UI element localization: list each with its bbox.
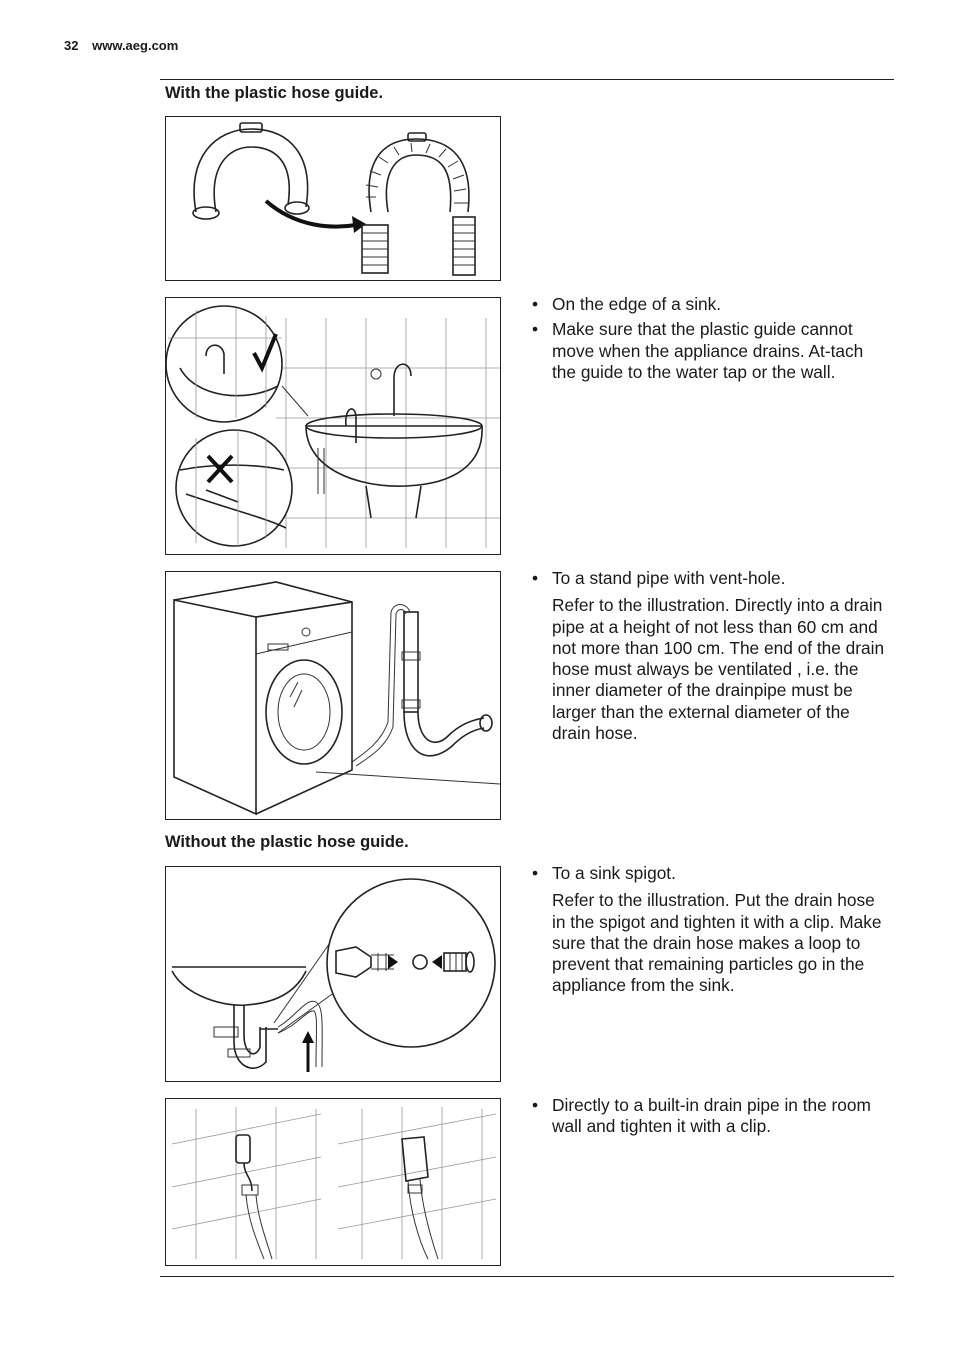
sink-spigot-text bbox=[530, 863, 890, 997]
bullet-text: Make sure that the plastic guide cannot move when the appliance drains. At-tach the guide to the water tap or the wall. bbox=[552, 319, 864, 382]
stand-pipe-text bbox=[530, 568, 890, 744]
bullet-text: To a sink spigot. bbox=[552, 863, 676, 883]
bullet-icon: • bbox=[532, 1095, 539, 1115]
bullet-text: On the edge of a sink. bbox=[552, 294, 722, 314]
list-item bbox=[530, 1095, 890, 1138]
wall-drain-illustration bbox=[165, 1098, 501, 1266]
list-item bbox=[530, 863, 890, 884]
list-item bbox=[530, 568, 890, 589]
top-rule bbox=[160, 79, 894, 80]
stand-pipe-paragraph: Refer to the illustration. Directly into a drain pipe at a height of not less than 60 cm and not more than 100 cm. The end of the drain hose must always be ventilated , i.e. the inner diameter of the drainpipe must be larger than the external diameter of the drain hose. bbox=[552, 595, 885, 744]
bullet-text: To a stand pipe with vent-hole. bbox=[552, 568, 786, 588]
list-item bbox=[530, 319, 890, 383]
page-number: 32 bbox=[64, 38, 79, 53]
sink-spigot-illustration bbox=[165, 866, 501, 1082]
sink-edge-illustration bbox=[165, 297, 501, 555]
bullet-icon: • bbox=[532, 319, 539, 340]
bullet-text: Directly to a built-in drain pipe in the room wall and tighten it with a clip. bbox=[552, 1095, 871, 1137]
section-title-without-guide: Without the plastic hose guide. bbox=[165, 833, 409, 851]
sink-spigot-paragraph: Refer to the illustration. Put the drain hose in the spigot and tighten it with a clip. Make sure that the drain hose makes a loop to prevent that remaining particles go in the appliance from the sink. bbox=[552, 890, 882, 996]
page-header bbox=[64, 38, 178, 53]
stand-pipe-illustration bbox=[165, 571, 501, 820]
bullet-icon: • bbox=[532, 294, 539, 314]
section-title-with-guide: With the plastic hose guide. bbox=[165, 84, 384, 102]
website-link[interactable]: www.aeg.com bbox=[92, 38, 179, 53]
bottom-rule bbox=[160, 1276, 894, 1277]
sink-edge-text bbox=[530, 294, 890, 387]
list-item bbox=[530, 294, 890, 315]
wall-pipe-text bbox=[530, 1095, 890, 1142]
hose-guide-illustration bbox=[165, 116, 501, 281]
bullet-icon: • bbox=[532, 568, 539, 588]
bullet-icon: • bbox=[532, 863, 539, 883]
